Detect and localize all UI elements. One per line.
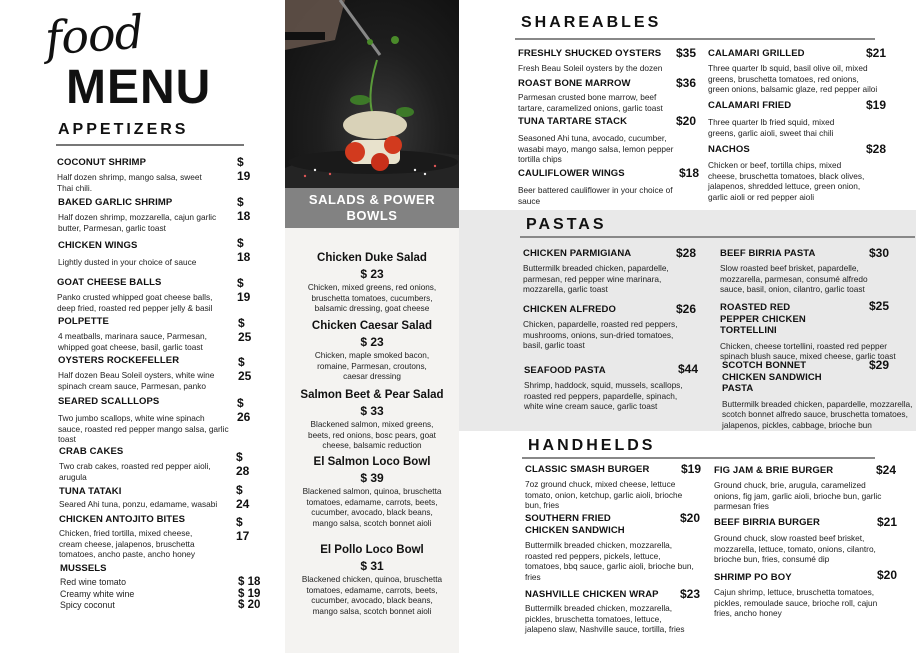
item-desc: Blackened chicken, quinoa, bruschetta tomatoes, edamame, carrots, beets, cucumber, avocado, black beans, mango salsa, scotch bonnet aioli	[301, 575, 443, 616]
item-desc: Slow roasted beef brisket, papardelle, mozzarella, parmesan, consumé alfredo sauce, basil, onion, cilantro, garlic toast	[720, 263, 868, 295]
menu-item-beef-birria-burger	[714, 517, 904, 565]
item-name: GOAT CHEESE BALLS	[57, 277, 162, 288]
option-label: Creamy white wine	[60, 588, 135, 599]
item-price: $ 19	[237, 276, 251, 304]
item-desc: Three quarter lb fried squid, mixed greens, garlic aioli, sweet thai chili	[708, 117, 835, 138]
shareables-title: SHAREABLES	[521, 14, 662, 31]
item-desc: Half dozen shrimp, mango salsa, sweet Thai chili.	[57, 172, 202, 193]
appetizers-divider	[56, 144, 244, 146]
item-name: SEAFOOD PASTA	[524, 365, 606, 376]
option-price: $ 19	[238, 587, 261, 600]
item-name: ROASTED RED PEPPER CHICKEN TORTELLINI	[720, 302, 806, 336]
item-name: CLASSIC SMASH BURGER	[525, 464, 650, 475]
menu-item-nachos	[708, 144, 898, 202]
item-name: NASHVILLE CHICKEN WRAP	[525, 589, 659, 600]
item-desc: Blackened salmon, quinoa, bruschetta tomatoes, edamame, carrots, beets, cucumber, avocado, black beans, mango salsa, scotch bonnet aioli	[302, 487, 442, 528]
item-price: $23	[680, 587, 701, 601]
mussels-options	[60, 577, 265, 612]
menu-item-salmon-beet-pear-salad	[285, 389, 459, 452]
handhelds-divider	[522, 457, 875, 459]
item-name: CALAMARI FRIED	[708, 100, 792, 111]
brand-script-food: food	[43, 4, 145, 66]
item-desc: Half dozen shrimp, mozzarella, cajun garlic butter, Parmesan, garlic toast	[58, 212, 217, 233]
item-price: $36	[676, 76, 697, 90]
item-desc: Ground chuck, brie, arugula, caramelized onions, fig jam, garlic aioli, brioche bun, garlic parmesan fries	[714, 480, 882, 512]
menu-item-oysters-rockefeller	[58, 355, 258, 391]
item-name: CALAMARI GRILLED	[708, 48, 805, 59]
item-name: BEEF BIRRIA PASTA	[720, 248, 816, 259]
item-price: $ 25	[238, 316, 252, 344]
menu-item-shrimp-po-boy	[714, 568, 904, 619]
menu-item-classic-smash-burger	[525, 464, 705, 511]
salads-title: SALADS & POWER BOWLS	[285, 188, 459, 228]
menu-item-seafood-pasta	[524, 362, 704, 412]
option-price: $ 18	[238, 576, 261, 588]
menu-item-beef-birria-pasta	[720, 248, 910, 295]
item-name: MUSSELS	[60, 563, 107, 574]
item-desc: Buttermilk breaded chicken, mozzarella, roasted red peppers, pickels, lettuce, tomatoes, bbq sauce, garlic aioli, brioche bun, fries	[525, 540, 694, 582]
item-desc: Parmesan crusted bone marrow, beef tartare, caramelized onions, garlic toast	[518, 92, 663, 113]
item-price: $44	[678, 362, 699, 376]
item-price: $ 18	[237, 195, 251, 223]
pastas-title: PASTAS	[526, 216, 607, 233]
item-desc: Cajun shrimp, lettuce, bruschetta tomatoes, pickles, remoulade sauce, brioche roll, cajun fries, ancho honey	[714, 587, 878, 619]
menu-item-roasted-red-pepper-chicken-tortellini	[720, 299, 910, 362]
item-name: NACHOS	[708, 144, 750, 155]
option-price: $ 20	[238, 599, 261, 611]
item-desc: Chicken, mixed greens, red onions, bruschetta tomatoes, cucumbers, balsamic dressing, goat cheese	[307, 283, 437, 313]
item-name: ROAST BONE MARROW	[518, 78, 631, 89]
item-name: COCONUT SHRIMP	[57, 157, 147, 168]
item-price: $30	[869, 246, 890, 260]
item-desc: 4 meatballs, marinara sauce, Parmesan, whipped goat cheese, basil, garlic toast	[58, 331, 207, 352]
item-price: $20	[877, 568, 898, 582]
item-desc: Seared Ahi tuna, ponzu, edamame, wasabi	[59, 499, 218, 509]
menu-item-chicken-wings	[58, 236, 258, 268]
item-desc: Chicken, papardelle, roasted red peppers, mushrooms, onions, sun-dried tomatoes, basil, garlic toast	[523, 319, 678, 351]
item-price: $ 23	[360, 267, 384, 281]
item-price: $ 24	[236, 483, 250, 511]
menu-item-roast-bone-marrow	[518, 78, 698, 113]
item-price: $29	[869, 358, 890, 372]
item-name: SOUTHERN FRIED CHICKEN SANDWICH	[525, 513, 625, 536]
item-price: $ 33	[360, 404, 384, 418]
pastas-divider	[520, 236, 915, 238]
item-price: $ 26	[237, 396, 251, 424]
item-name: TUNA TARTARE STACK	[518, 116, 628, 127]
menu-item-goat-cheese-balls	[57, 277, 257, 313]
menu-item-chicken-parmigiana	[523, 248, 703, 295]
mussels-option	[60, 589, 265, 601]
item-name: POLPETTE	[58, 316, 109, 327]
item-name: CAULIFLOWER WINGS	[518, 168, 625, 179]
menu-item-chicken-antojito-bites	[59, 514, 259, 560]
item-name: Chicken Caesar Salad	[311, 320, 433, 332]
menu-item-coconut-shrimp	[57, 157, 257, 193]
item-desc: Panko crusted whipped goat cheese balls, deep fried, roasted red pepper jelly & basil	[57, 292, 213, 313]
item-desc: Buttermilk breaded chicken, mozzarella, pickles, bruschetta tomatoes, lettuce, jalapeno slaw, Nashville sauce, tortilla, fries	[525, 603, 685, 635]
menu-item-baked-garlic-shrimp	[58, 197, 258, 233]
item-price: $ 28	[236, 450, 250, 478]
item-price: $28	[676, 246, 697, 260]
mussels-option	[60, 600, 265, 612]
menu-item-chicken-duke-salad	[285, 252, 459, 315]
item-name: Salmon Beet & Pear Salad	[300, 389, 444, 401]
item-name: El Salmon Loco Bowl	[313, 456, 431, 468]
item-price: $ 39	[360, 471, 384, 485]
item-name: FIG JAM & BRIE BURGER	[714, 465, 834, 476]
item-desc: Shrimp, haddock, squid, mussels, scallops, roasted red peppers, papardelle, spinach, white wine cream sauce, garlic toast	[524, 380, 683, 412]
option-label: Spicy coconut	[60, 600, 115, 610]
menu-item-freshly-shucked-oysters	[518, 48, 698, 74]
menu-item-el-salmon-loco-bowl	[285, 456, 459, 529]
item-desc: Ground chuck, slow roasted beef brisket, mozzarella, lettuce, tomato, onions, cilantro, brioche bun, fries, consumé dip	[714, 533, 876, 565]
item-name: CHICKEN WINGS	[58, 240, 138, 251]
item-desc: Beer battered cauliflower in your choice of sauce	[518, 185, 673, 206]
item-price: $20	[676, 114, 697, 128]
item-desc: Fresh Beau Soleil oysters by the dozen	[518, 63, 663, 73]
menu-item-scotch-bonnet-chicken-sandwich-pasta	[722, 360, 916, 430]
item-price: $ 18	[237, 236, 251, 264]
item-name: El Pollo Loco Bowl	[320, 544, 424, 556]
menu-item-cauliflower-wings	[518, 168, 698, 206]
item-price: $20	[680, 511, 701, 525]
item-desc: Chicken, fried tortilla, mixed cheese, cream cheese, jalapenos, bruschetta tomatoes, ancho paste, ancho honey	[59, 528, 196, 560]
item-price: $21	[877, 515, 898, 529]
item-price: $28	[866, 142, 887, 156]
item-name: Chicken Duke Salad	[317, 252, 427, 264]
mussels-option	[60, 577, 265, 589]
item-price: $18	[679, 166, 700, 180]
item-price: $ 17	[236, 515, 250, 543]
item-name: CHICKEN PARMIGIANA	[523, 248, 632, 259]
menu-item-mussels	[60, 563, 265, 612]
item-desc: Blackened salmon, mixed greens, beets, red onions, bosc pears, goat cheese, balsamic reduction	[308, 420, 436, 450]
item-name: SEARED SCALLLOPS	[58, 396, 160, 407]
item-desc: 7oz ground chuck, mixed cheese, lettuce tomato, onion, ketchup, garlic aioli, brioche bun, fries	[525, 479, 683, 511]
item-desc: Half dozen Beau Soleil oysters, white wine spinach cream sauce, Parmesan, panko	[58, 370, 215, 391]
menu-item-calamari-fried	[708, 100, 898, 138]
shareables-divider	[515, 38, 875, 40]
item-name: BEEF BIRRIA BURGER	[714, 517, 820, 528]
item-desc: Buttermilk breaded chicken, papardelle, mozzarella, scotch bonnet alfredo sauce, bruschetta tomatoes, jalapenos, pickles, cabbage, brioche bun	[722, 398, 913, 430]
menu-item-calamari-grilled	[708, 48, 898, 95]
item-desc: Two jumbo scallops, white wine spinach sauce, roasted red pepper mango salsa, garlic toast	[58, 413, 229, 445]
menu-item-seared-scallops	[58, 396, 258, 445]
item-name: SCOTCH BONNET CHICKEN SANDWICH PASTA	[722, 360, 822, 394]
item-desc: Buttermilk breaded chicken, papardelle, parmesan, red pepper wine marinara, mozzarella, garlic toast	[523, 263, 669, 295]
item-desc: Two crab cakes, roasted red pepper aioli, arugula	[59, 461, 211, 482]
item-price: $ 25	[238, 355, 252, 383]
menu-item-chicken-alfredo	[523, 304, 703, 351]
menu-item-polpette	[58, 316, 258, 352]
item-desc: Chicken, cheese tortellini, roasted red pepper spinach blush sauce, mixed cheese, garlic toast	[720, 340, 896, 362]
item-name: CHICKEN ANTOJITO BITES	[59, 514, 186, 525]
appetizers-title: APPETIZERS	[58, 121, 189, 138]
item-price: $ 19	[237, 155, 251, 183]
appetizers-column	[0, 0, 285, 653]
item-desc: Seasoned Ahi tuna, avocado, cucumber, wasabi mayo, mango salsa, lemon pepper tortilla chips	[518, 133, 674, 165]
menu-item-tuna-tartare-stack	[518, 116, 698, 165]
item-price: $19	[681, 462, 702, 476]
item-name: FRESHLY SHUCKED OYSTERS	[518, 48, 662, 59]
menu-item-tuna-tataki	[59, 483, 259, 511]
item-name: CRAB CAKES	[59, 446, 124, 457]
item-price: $21	[866, 46, 887, 60]
item-price: $ 23	[360, 335, 384, 349]
salads-column	[285, 0, 459, 653]
item-desc: Lightly dusted in your choice of sauce	[58, 257, 197, 267]
plated-salad-photo	[285, 0, 459, 188]
item-price: $35	[676, 46, 697, 60]
menu-item-nashville-chicken-wrap	[525, 589, 705, 635]
item-price: $24	[876, 463, 897, 477]
item-name: CHICKEN ALFREDO	[523, 304, 616, 315]
salad-photo-illustration	[285, 0, 459, 188]
item-desc: Chicken, maple smoked bacon, romaine, Parmesan, croutons, caesar dressing	[314, 351, 430, 381]
menu-item-el-pollo-loco-bowl	[285, 544, 459, 617]
item-name: OYSTERS ROCKEFELLER	[58, 355, 180, 366]
item-name: SHRIMP PO BOY	[714, 572, 792, 583]
item-price: $ 31	[360, 559, 384, 573]
menu-item-fig-jam-brie-burger	[714, 465, 904, 512]
menu-item-southern-fried-chicken-sandwich	[525, 513, 705, 582]
item-price: $25	[869, 299, 890, 313]
menu-item-chicken-caesar-salad	[285, 320, 459, 383]
item-name: TUNA TATAKI	[59, 486, 122, 497]
option-label: Red wine tomato	[60, 577, 127, 587]
menu-item-crab-cakes	[59, 446, 259, 482]
item-desc: Chicken or beef, tortilla chips, mixed cheese, bruschetta tomatoes, black olives, jalapenos, shredded lettuce, green onion, garlic aioli or red pepper aioli	[708, 160, 865, 202]
item-name: BAKED GARLIC SHRIMP	[58, 197, 173, 208]
item-price: $19	[866, 98, 887, 112]
brand-title-menu: MENU	[66, 61, 212, 114]
item-desc: Three quarter lb squid, basil olive oil, mixed greens, bruschetta tomatoes, red onions, green onions, balsamic glaze, red pepper ailoi	[708, 63, 878, 95]
item-price: $26	[676, 302, 697, 316]
handhelds-title: HANDHELDS	[528, 437, 656, 454]
